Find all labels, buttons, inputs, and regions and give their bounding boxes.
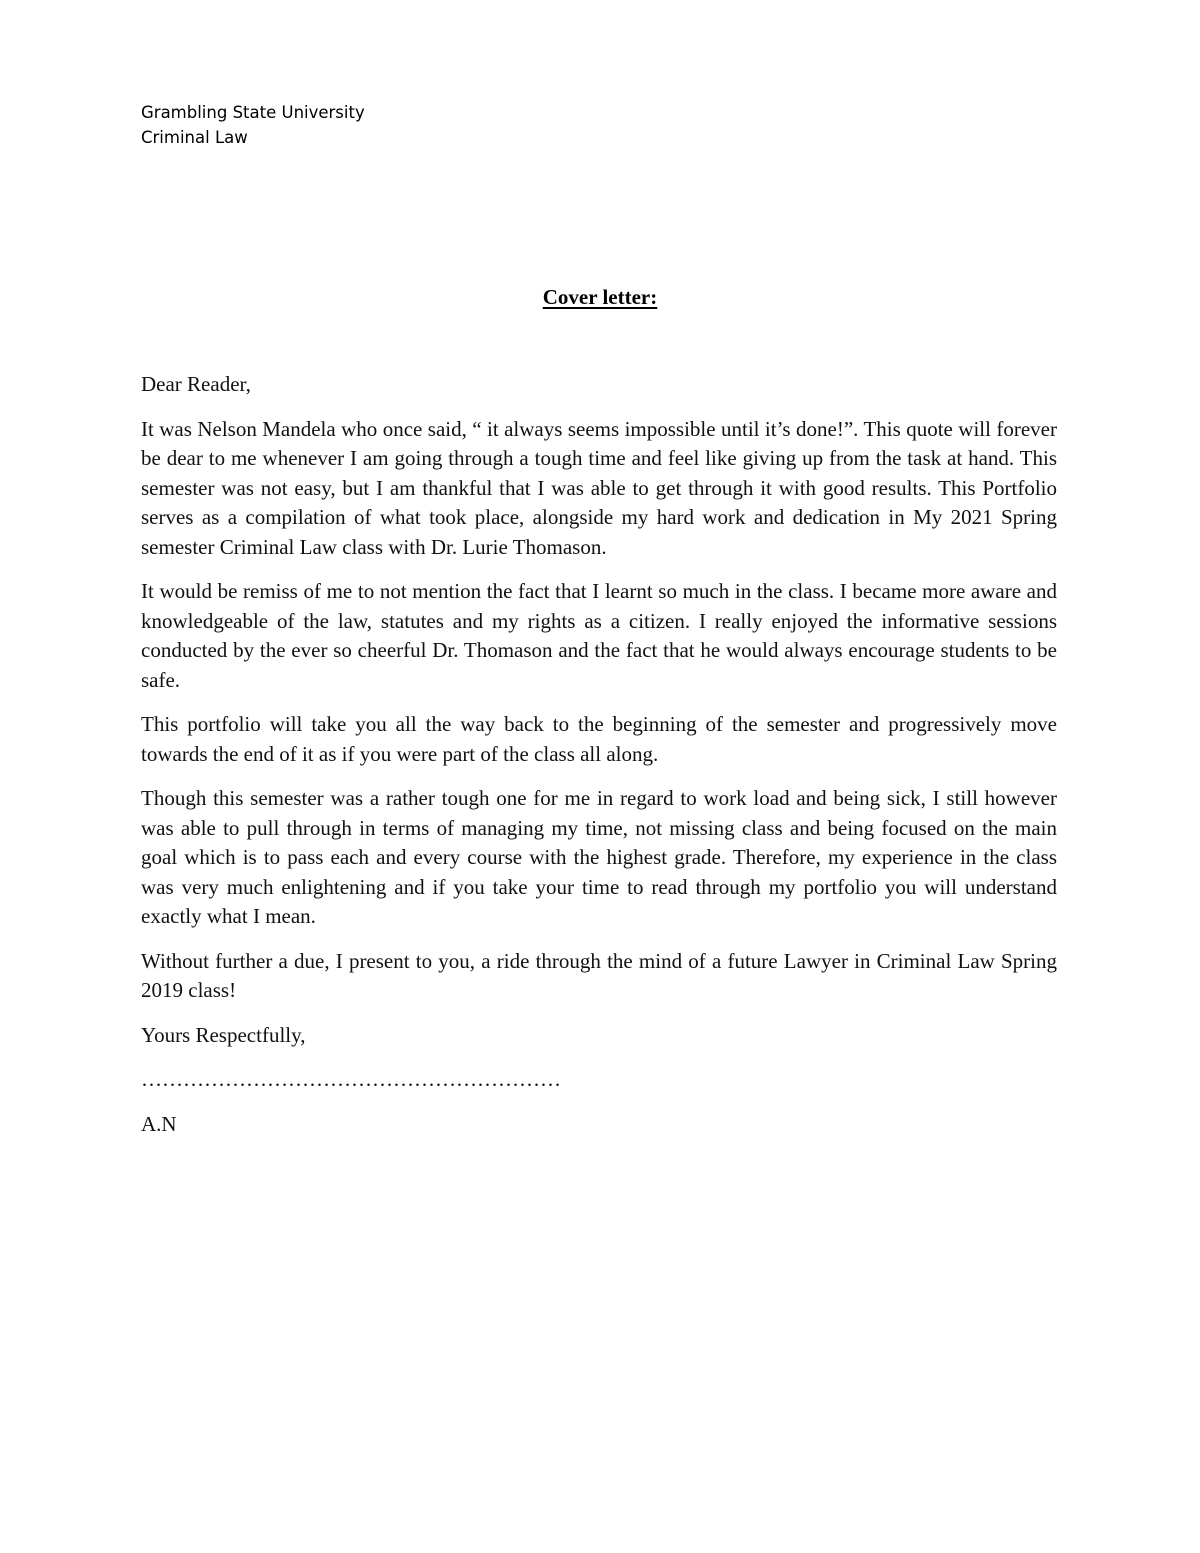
course-name: Criminal Law [141, 128, 248, 147]
letter-body [141, 370, 1057, 1154]
signature-line: …………………………………………………… [141, 1067, 561, 1091]
paragraph-4: Though this semester was a rather tough one for me in regard to work load and being sick, I still however was able to pull through in terms of managing my time, not missing class and being focused on the main goal which is to pass each and every course with the highest grade. Therefore, my experience in the class was very much enlightening and if you take your time to read through my portfolio you will understand exactly what I mean. [141, 786, 1057, 928]
paragraph-2: It would be remiss of me to not mention the fact that I learnt so much in the class. I became more aware and knowledgeable of the law, statutes and my rights as a citizen. I really enjoyed the informative sessions conducted by the ever so cheerful Dr. Thomason and the fact that he would always encourage students to be safe. [141, 579, 1057, 692]
signature: A.N [141, 1111, 177, 1136]
document-title [0, 283, 1200, 311]
paragraph-1: It was Nelson Mandela who once said, “ it always seems impossible until it’s done!”. This quote will forever be dear to me whenever I am going through a tough time and feel like giving up from the task at hand. This semester was not easy, but I am thankful that I was able to get through it with good results. This Portfolio serves as a compilation of what took place, alongside my hard work and dedication in My 2021 Spring semester Criminal Law class with Dr. Lurie Thomason. [141, 416, 1057, 559]
salutation: Dear Reader, [141, 372, 251, 396]
paragraph-3: This portfolio will take you all the way back to the beginning of the semester and progressively move towards the end of it as if you were part of the class all along. [141, 712, 1057, 766]
closing: Yours Respectfully, [141, 1022, 306, 1047]
institution-name: Grambling State University [141, 103, 365, 122]
document-header [141, 100, 365, 150]
document-title-text: Cover letter: [542, 285, 658, 309]
paragraph-5: Without further a due, I present to you, a ride through the mind of a future Lawyer in Criminal Law Spring 2019 class! [141, 948, 1057, 1002]
